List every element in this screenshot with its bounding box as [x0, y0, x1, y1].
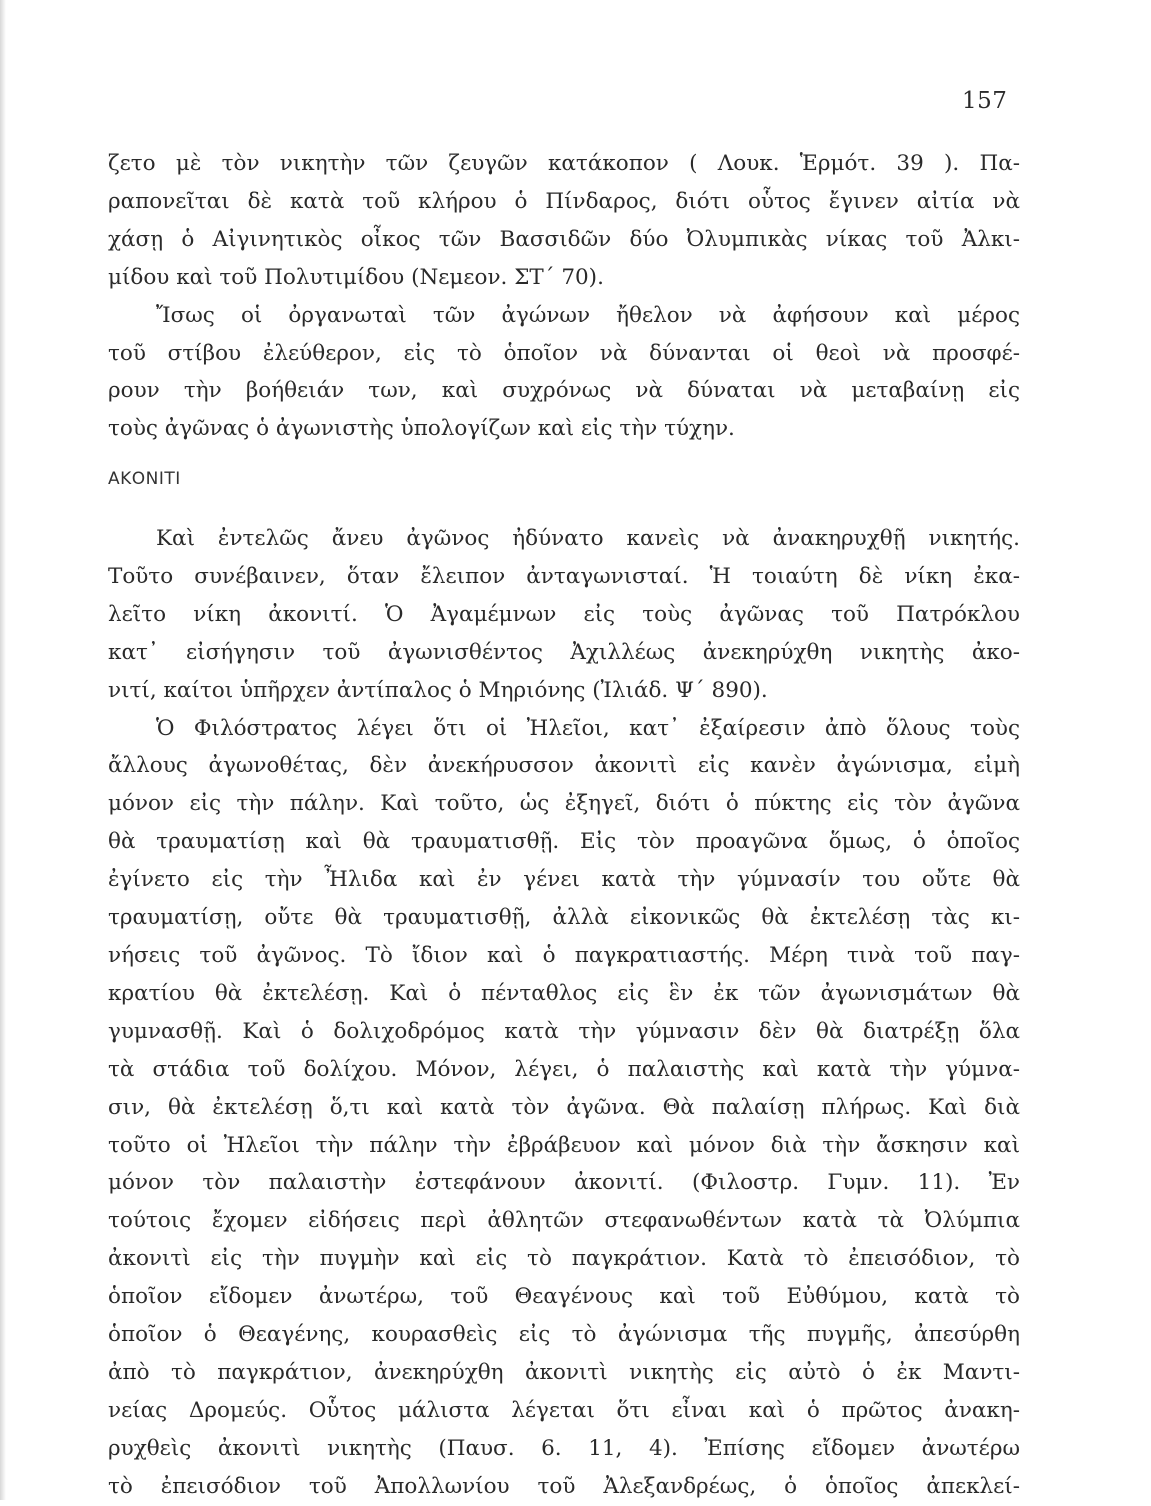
text-line: ρουν τὴν βοήθειάν των, καὶ συχρόνως νὰ δύναται νὰ μεταβαίνῃ εἰς: [108, 378, 1020, 404]
text-line: ὁποῖον εἴδομεν ἀνωτέρω, τοῦ Θεαγένους καὶ τοῦ Εὐθύμου, κατὰ τὸ: [108, 1284, 1020, 1310]
text-line: τὰ στάδια τοῦ δολίχου. Μόνον, λέγει, ὁ παλαιστὴς καὶ κατὰ τὴν γύμνα-: [108, 1056, 1020, 1082]
text-block-2: [108, 520, 1020, 1506]
text-line: Τοῦτο συνέβαινεν, ὅταν ἔλειπον ἀνταγωνισταί. Ἡ τοιαύτη δὲ νίκη ἐκα-: [108, 563, 1020, 589]
text-line: τὸ ἐπεισόδιον τοῦ Ἀπολλωνίου τοῦ Ἀλεξανδρέως, ὁ ὁποῖος ἀπεκλεί-: [108, 1473, 1020, 1499]
text-block-1: [108, 145, 1020, 448]
text-line: ἐγίνετο εἰς τὴν Ἦλιδα καὶ ἐν γένει κατὰ τὴν γύμνασίν του οὔτε θὰ: [108, 867, 1020, 893]
text-line: Ὁ Φιλόστρατος λέγει ὅτι οἱ Ἠλεῖοι, κατ᾽ ἐξαίρεσιν ἀπὸ ὅλους τοὺς: [156, 715, 1020, 741]
page-edge-shadow: [0, 0, 6, 1500]
text-line: Καὶ ἐντελῶς ἄνευ ἀγῶνος ἠδύνατο κανεὶς νὰ ἀνακηρυχθῇ νικητής.: [156, 526, 1020, 551]
text-line: σιν, θὰ ἐκτελέσῃ ὅ,τι καὶ κατὰ τὸν ἀγῶνα. Θὰ παλαίσῃ πλήρως. Καὶ διὰ: [108, 1094, 1020, 1120]
text-line: τραυματίσῃ, οὔτε θὰ τραυματισθῇ, ἀλλὰ εἰκονικῶς θὰ ἐκτελέσῃ τὰς κι-: [108, 905, 1020, 931]
text-line: νιτί, καίτοι ὑπῆρχεν ἀντίπαλος ὁ Μηριόνης (Ἰλιάδ. Ψ΄ 890).: [108, 677, 768, 703]
text-line: τοὺς ἀγῶνας ὁ ἀγωνιστὴς ὑπολογίζων καὶ εἰς τὴν τύχην.: [108, 416, 735, 442]
text-line: κατ᾽ εἰσήγησιν τοῦ ἀγωνισθέντος Ἀχιλλέως ἀνεκηρύχθη νικητὴς ἀκο-: [108, 639, 1020, 665]
text-line: νείας Δρομεύς. Οὗτος μάλιστα λέγεται ὅτι εἶναι καὶ ὁ πρῶτος ἀνακη-: [108, 1397, 1020, 1423]
text-line: θὰ τραυματίσῃ καὶ θὰ τραυματισθῇ. Εἰς τὸν προαγῶνα ὅμως, ὁ ὁποῖος: [108, 829, 1020, 855]
text-line: ρυχθεὶς ἀκονιτὶ νικητὴς (Παυσ. 6. 11, 4). Ἐπίσης εἴδομεν ἀνωτέρω: [108, 1435, 1020, 1461]
text-line: ζετο μὲ τὸν νικητὴν τῶν ζευγῶν κατάκοπον ( Λουκ. Ἑρμότ. 39 ). Πα-: [108, 151, 1020, 176]
text-line: ἀκονιτὶ εἰς τὴν πυγμὴν καὶ εἰς τὸ παγκράτιον. Κατὰ τὸ ἐπεισόδιον, τὸ: [108, 1246, 1020, 1272]
text-line: τοῦ στίβου ἐλεύθερον, εἰς τὸ ὁποῖον νὰ δύνανται οἱ θεοὶ νὰ προσφέ-: [108, 340, 1020, 366]
text-line: νήσεις τοῦ ἀγῶνος. Τὸ ἴδιον καὶ ὁ παγκρατιαστής. Μέρη τινὰ τοῦ παγ-: [108, 942, 1020, 968]
page-number: 157: [962, 88, 1008, 114]
text-line: κρατίου θὰ ἐκτελέσῃ. Καὶ ὁ πένταθλος εἰς ἓν ἐκ τῶν ἀγωνισμάτων θὰ: [108, 980, 1020, 1006]
text-line: μόνον τὸν παλαιστὴν ἐστεφάνουν ἀκονιτί. (Φιλοστρ. Γυμν. 11). Ἐν: [108, 1170, 1020, 1196]
text-line: ὁποῖον ὁ Θεαγένης, κουρασθεὶς εἰς τὸ ἀγώνισμα τῆς πυγμῆς, ἀπεσύρθη: [108, 1322, 1020, 1348]
text-line: τούτοις ἔχομεν εἰδήσεις περὶ ἀθλητῶν στεφανωθέντων κατὰ τὰ Ὀλύμπια: [108, 1208, 1020, 1234]
text-line: τοῦτο οἱ Ἠλεῖοι τὴν πάλην τὴν ἐβράβευον καὶ μόνον διὰ τὴν ἄσκησιν καὶ: [108, 1132, 1020, 1158]
text-line: ραπονεῖται δὲ κατὰ τοῦ κλήρου ὁ Πίνδαρος, διότι οὗτος ἔγινεν αἰτία νὰ: [108, 188, 1020, 214]
text-line: μίδου καὶ τοῦ Πολυτιμίδου (Νεμεον. ΣΤ΄ 70).: [108, 264, 604, 290]
text-line: γυμνασθῇ. Καὶ ὁ δολιχοδρόμος κατὰ τὴν γύμνασιν δὲν θὰ διατρέξῃ ὅλα: [108, 1018, 1020, 1044]
text-line: μόνον εἰς τὴν πάλην. Καὶ τοῦτο, ὡς ἐξηγεῖ, διότι ὁ πύκτης εἰς τὸν ἀγῶνα: [108, 791, 1020, 817]
section-heading: ΑΚΟΝΙΤΙ: [108, 469, 181, 489]
text-line: ἀπὸ τὸ παγκράτιον, ἀνεκηρύχθη ἀκονιτὶ νικητὴς εἰς αὐτὸ ὁ ἐκ Μαντι-: [108, 1359, 1020, 1385]
text-line: λεῖτο νίκη ἀκονιτί. Ὁ Ἀγαμέμνων εἰς τοὺς ἀγῶνας τοῦ Πατρόκλου: [108, 601, 1020, 627]
text-line: Ἴσως οἱ ὀργανωταὶ τῶν ἀγώνων ἤθελον νὰ ἀφήσουν καὶ μέρος: [156, 302, 1020, 328]
text-line: χάσῃ ὁ Αἰγινητικὸς οἶκος τῶν Βασσιδῶν δύο Ὀλυμπικὰς νίκας τοῦ Ἀλκι-: [108, 226, 1020, 252]
text-line: ἄλλους ἀγωνοθέτας, δὲν ἀνεκήρυσσον ἀκονιτὶ εἰς κανὲν ἀγώνισμα, εἰμὴ: [108, 753, 1020, 779]
